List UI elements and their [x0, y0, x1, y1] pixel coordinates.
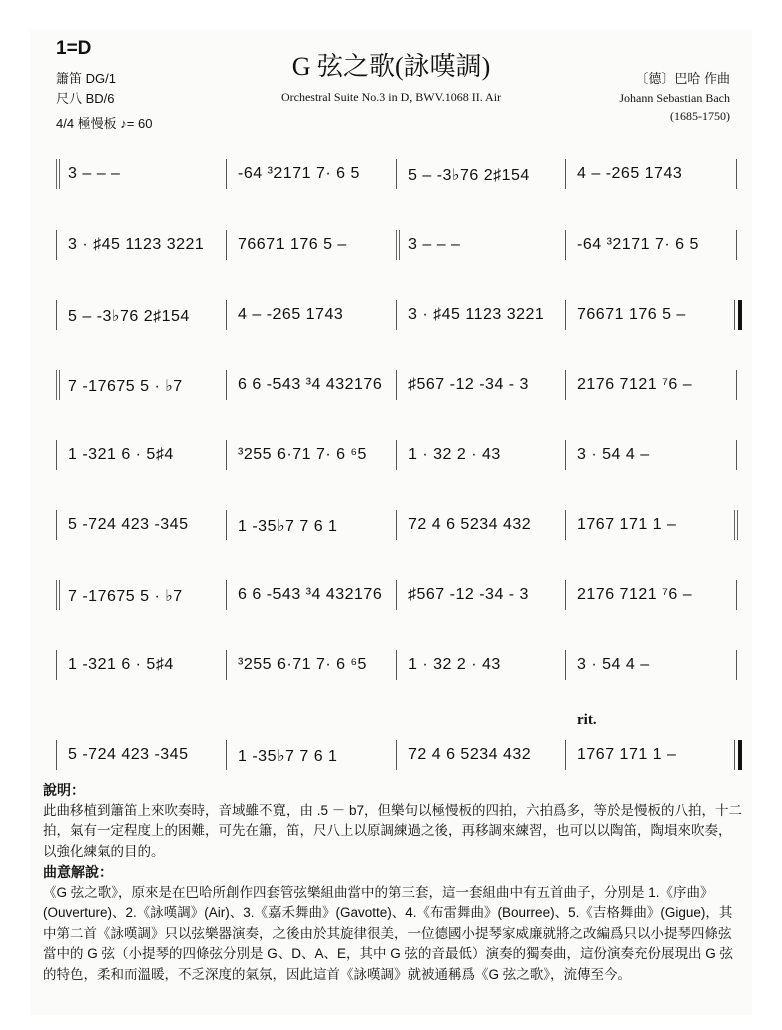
barline: [565, 370, 566, 400]
score-line-4: [46, 366, 742, 406]
measure: 5 – -3♭76 2♯154: [68, 308, 190, 325]
measure: 1767 171 1 –: [577, 516, 677, 533]
measure: 3 – – –: [68, 165, 121, 182]
barline: [226, 740, 227, 770]
key-signature: 1=D: [56, 38, 92, 59]
barline: [56, 370, 60, 400]
notes-explanation-body: 此曲移植到簫笛上來吹奏時，音域雖不寬，由 .5 － b7，但樂句以極慢板的四拍，六拍爲多，等於是慢板的八拍，十二拍，氣有一定程度上的困難，可先在簫，笛，尺八上以原調練過之後，再移調來練習，也可以以陶笛，陶塤來吹奏，以強化練氣的目的。: [43, 802, 743, 859]
measure: 76671 176 5 –: [577, 306, 686, 323]
barline: [736, 580, 737, 610]
barline: [396, 300, 397, 330]
song-subtitle: Orchestral Suite No.3 in D, BWV.1068 II. Air: [280, 90, 502, 104]
score-line-7: [46, 576, 742, 616]
barline: [226, 300, 227, 330]
measure: 72 4 6 5234 432: [408, 746, 532, 763]
song-title: G 弦之歌(詠嘆調): [291, 52, 491, 81]
composer-zh: 〔德〕巴哈 作曲: [635, 71, 730, 86]
measure: 7 -17675 5 · ♭7: [68, 378, 183, 395]
barline: [226, 650, 227, 680]
barline: [565, 230, 566, 260]
measure: 2176 7121 ⁷6 –: [577, 376, 693, 393]
score-line-3: [46, 296, 742, 336]
measure: ³255 6·71 7· 6 ⁶5: [238, 656, 367, 673]
measure: ♯567 -12 -34 - 3: [408, 586, 529, 603]
measure: 5 – -3♭76 2♯154: [408, 167, 530, 184]
measure: 3 – – –: [408, 236, 461, 253]
measure: 3 · 54 4 –: [577, 656, 650, 673]
measure: 1 · 32 2 · 43: [408, 656, 501, 673]
measure: 5 -724 423 -345: [68, 746, 189, 763]
measure: 3 · ♯45 1123 3221: [408, 306, 545, 323]
measure: -64 ³2171 7· 6 5: [577, 236, 699, 253]
instrument-1: 簫笛 DG/1: [56, 71, 116, 86]
measure: 1 -321 6 · 5♯4: [68, 446, 174, 463]
measure: 6 6 -543 ³4 432176: [238, 376, 383, 393]
barline: [56, 650, 57, 680]
barline: [396, 159, 397, 189]
score-line-8: [46, 646, 742, 686]
barline: [56, 740, 57, 770]
barline: [565, 510, 566, 540]
barline: [56, 300, 57, 330]
repeat-barline: [734, 510, 738, 540]
barline: [565, 650, 566, 680]
measure: 7 -17675 5 · ♭7: [68, 588, 183, 605]
composer-years: (1685-1750): [670, 109, 730, 123]
barline: [226, 510, 227, 540]
barline: [565, 159, 566, 189]
barline: [736, 650, 737, 680]
barline: [396, 370, 397, 400]
barline: [396, 650, 397, 680]
rit-marking: rit.: [577, 712, 597, 728]
notes-meaning-body: 《G 弦之歌》，原來是在巴哈所創作四套管弦樂組曲當中的第三套，這一套組曲中有五首曲子，分別是 1.《序曲》(Ouverture)、2.《詠嘆調》(Air)、3.《嘉禾舞曲》(Gavotte)、4.《布雷舞曲》(Bourree)、5.《吉格舞曲》(Gigue)，其中第二首《詠嘆調》只以弦樂器演奏，之後由於其旋律很美，一位德國小提琴家威廉就將之改編爲只以小提琴四條弦當中的 G 弦（小提琴的四條弦分別是 G、D、A、E，其中 G 弦的音最低）演奏的獨奏曲，這份演奏充份展現出 G 弦的特色，柔和而溫暖，不乏深度的氣氛，因此這首《詠嘆調》就被通稱爲《G 弦之歌》，流傳至今。: [43, 884, 734, 982]
barline: [565, 580, 566, 610]
measure: 3 · ♯45 1123 3221: [68, 236, 205, 253]
final-barline: [734, 740, 742, 770]
barline: [565, 740, 566, 770]
barline: [396, 510, 397, 540]
score-line-2: [46, 226, 742, 266]
barline: [226, 230, 227, 260]
barline: [226, 159, 227, 189]
score-line-1: [46, 155, 742, 195]
notes-section: [43, 780, 743, 985]
barline: [56, 510, 57, 540]
measure: 1 -321 6 · 5♯4: [68, 656, 174, 673]
barline: [396, 230, 400, 260]
measure: 4 – -265 1743: [238, 306, 344, 323]
measure: 72 4 6 5234 432: [408, 516, 532, 533]
measure: 2176 7121 ⁷6 –: [577, 586, 693, 603]
composer-en: Johann Sebastian Bach: [619, 91, 730, 105]
barline: [396, 740, 397, 770]
score-line-5: [46, 436, 742, 476]
barline: [56, 159, 60, 189]
measure: 1 · 32 2 · 43: [408, 446, 501, 463]
barline: [736, 159, 737, 189]
tempo-marking: 4/4 極慢板 ♪= 60: [56, 116, 153, 131]
measure: 5 -724 423 -345: [68, 516, 189, 533]
score-line-9: [46, 736, 742, 776]
measure: 76671 176 5 –: [238, 236, 347, 253]
barline: [736, 370, 737, 400]
measure: 1767 171 1 –: [577, 746, 677, 763]
barline: [396, 580, 397, 610]
barline: [565, 300, 566, 330]
barline: [396, 440, 397, 470]
measure: 3 · 54 4 –: [577, 446, 650, 463]
notes-heading-meaning: 曲意解說：: [43, 864, 113, 880]
score-line-6: [46, 506, 742, 546]
end-barline: [734, 300, 742, 330]
measure: ³255 6·71 7· 6 ⁶5: [238, 446, 367, 463]
barline: [226, 580, 227, 610]
measure: 6 6 -543 ³4 432176: [238, 586, 383, 603]
notes-heading-explanation: 說明：: [43, 782, 85, 798]
barline: [736, 230, 737, 260]
barline: [56, 440, 57, 470]
measure: ♯567 -12 -34 - 3: [408, 376, 529, 393]
barline: [56, 580, 60, 610]
barline: [56, 230, 57, 260]
measure: 1 -35♭7 7 6 1: [238, 748, 338, 765]
instrument-2: 尺八 BD/6: [56, 91, 115, 106]
measure: 1 -35♭7 7 6 1: [238, 518, 338, 535]
measure: 4 – -265 1743: [577, 165, 683, 182]
barline: [226, 370, 227, 400]
barline: [565, 440, 566, 470]
measure: -64 ³2171 7· 6 5: [238, 165, 360, 182]
barline: [226, 440, 227, 470]
barline: [736, 440, 737, 470]
